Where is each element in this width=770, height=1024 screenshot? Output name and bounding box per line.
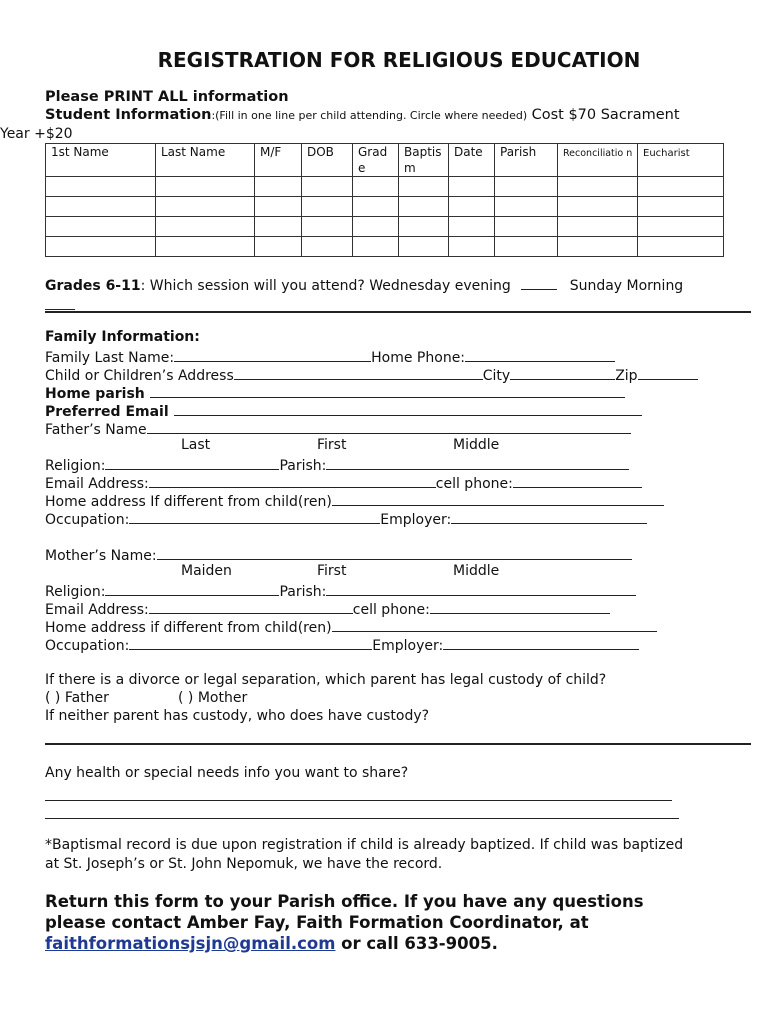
father-home-address-row: [45, 491, 664, 510]
address-field[interactable]: [234, 365, 483, 380]
mother-employer-field[interactable]: [443, 635, 639, 650]
col-date: Date: [449, 144, 495, 177]
fathers-name-field[interactable]: [147, 419, 631, 434]
mother-occupation-row: [45, 635, 639, 654]
family-last-name-field[interactable]: [174, 347, 371, 362]
father-employer-field[interactable]: [451, 509, 647, 524]
cost-text: Cost $70 Sacrament: [531, 107, 680, 123]
divider: [45, 743, 751, 745]
home-phone-field[interactable]: [465, 347, 615, 362]
mother-religion-label: Religion:: [45, 584, 106, 600]
baptism-note-2: at St. Joseph’s or St. John Nepomuk, we have the record.: [45, 856, 443, 872]
health-field-1[interactable]: [45, 800, 672, 801]
mother-home-address-row: [45, 617, 657, 636]
sunday-label: Sunday Morning: [569, 278, 684, 294]
father-email-label: Email Address:: [45, 476, 149, 492]
father-parish-label: Parish:: [279, 458, 327, 474]
col-grade: Grad e: [353, 144, 399, 177]
mother-home-address-field[interactable]: [332, 617, 657, 632]
print-all-note: Please PRINT ALL information: [45, 89, 289, 105]
page-title: REGISTRATION FOR RELIGIOUS EDUCATION: [157, 48, 641, 72]
mother-cell-label: cell phone:: [352, 602, 430, 618]
father-cell-label: cell phone:: [435, 476, 513, 492]
return-phone: or call 633-9005.: [335, 934, 498, 953]
address-label: Child or Children’s Address: [45, 368, 234, 384]
table-row[interactable]: [46, 217, 724, 237]
address-row: [45, 365, 698, 384]
divider: [45, 311, 751, 313]
home-parish-label: Home parish: [45, 386, 145, 402]
father-religion-label: Religion:: [45, 458, 106, 474]
zip-label: Zip: [615, 368, 638, 384]
mothers-name-label: Mother’s Name:: [45, 548, 157, 564]
col-mf: M/F: [255, 144, 302, 177]
student-table: [45, 143, 724, 257]
student-info-note: :(Fill in one line per child attending. Circle where needed): [211, 109, 528, 122]
grades-label: Grades 6-11: [45, 278, 141, 294]
sunday-blank[interactable]: [45, 309, 75, 310]
home-parish-row: [45, 383, 625, 402]
table-row[interactable]: [46, 177, 724, 197]
mother-email-row: [45, 599, 610, 618]
return-line-3: [45, 934, 498, 953]
father-name-last-caption: Last: [181, 437, 211, 453]
mother-parish-field[interactable]: [326, 581, 636, 596]
father-home-address-label: Home address If different from child(ren): [45, 494, 332, 510]
family-last-name-label: Family Last Name:: [45, 350, 175, 366]
father-occupation-field[interactable]: [129, 509, 380, 524]
mother-occupation-field[interactable]: [129, 635, 372, 650]
mothers-name-row: [45, 545, 632, 564]
mother-email-field[interactable]: [149, 599, 353, 614]
father-occupation-row: [45, 509, 647, 528]
mother-religion-row: [45, 581, 636, 600]
preferred-email-label: Preferred Email: [45, 404, 169, 420]
col-last-name: Last Name: [156, 144, 255, 177]
col-dob: DOB: [302, 144, 353, 177]
baptism-note-1: *Baptismal record is due upon registration if child is already baptized. If child was baptized: [45, 837, 684, 853]
custody-mother-option[interactable]: ( ) Mother: [178, 690, 248, 706]
mother-cell-field[interactable]: [430, 599, 610, 614]
custody-father-option[interactable]: ( ) Father: [45, 690, 109, 706]
father-employer-label: Employer:: [380, 512, 452, 528]
student-info-label: Student Information: [45, 107, 212, 123]
return-line-1: Return this form to your Parish office. If you have any questions: [45, 892, 644, 911]
mother-name-maiden-caption: Maiden: [181, 563, 232, 579]
home-parish-field[interactable]: [150, 383, 625, 398]
mother-name-first-caption: First: [317, 563, 347, 579]
preferred-email-row: [45, 401, 642, 420]
father-religion-row: [45, 455, 629, 474]
mother-religion-field[interactable]: [105, 581, 279, 596]
father-occupation-label: Occupation:: [45, 512, 130, 528]
col-parish: Parish: [495, 144, 558, 177]
wednesday-blank[interactable]: [521, 275, 557, 290]
health-question: Any health or special needs info you want to share?: [45, 765, 409, 781]
table-row[interactable]: [46, 237, 724, 257]
mother-home-address-label: Home address if different from child(ren): [45, 620, 332, 636]
father-name-middle-caption: Middle: [453, 437, 500, 453]
grades-question: : Which session will you attend? Wednesday evening: [140, 278, 511, 294]
city-label: City: [482, 368, 511, 384]
father-cell-field[interactable]: [513, 473, 642, 488]
fathers-name-label: Father’s Name: [45, 422, 147, 438]
mother-parish-label: Parish:: [279, 584, 327, 600]
mother-employer-label: Employer:: [372, 638, 444, 654]
custody-neither-question: If neither parent has custody, who does have custody?: [45, 708, 430, 724]
return-line-2: please contact Amber Fay, Faith Formation Coordinator, at: [45, 913, 589, 932]
father-parish-field[interactable]: [326, 455, 629, 470]
family-heading: Family Information:: [45, 329, 200, 345]
father-email-field[interactable]: [149, 473, 436, 488]
mother-email-label: Email Address:: [45, 602, 149, 618]
col-baptism: Baptis m: [399, 144, 449, 177]
contact-email-link[interactable]: faithformationsjsjn@gmail.com: [45, 934, 336, 953]
student-info-line: [45, 107, 680, 123]
father-home-address-field[interactable]: [332, 491, 664, 506]
father-religion-field[interactable]: [105, 455, 279, 470]
preferred-email-field[interactable]: [174, 401, 642, 416]
cost-text-2: Year +$20: [0, 126, 73, 142]
family-last-name-row: [45, 347, 615, 366]
mothers-name-field[interactable]: [157, 545, 632, 560]
table-row[interactable]: [46, 197, 724, 217]
grades-line: [45, 275, 683, 294]
custody-question: If there is a divorce or legal separation, which parent has legal custody of child?: [45, 672, 607, 688]
col-reconciliation: Reconciliatio n: [558, 144, 638, 177]
col-eucharist: Eucharist: [638, 144, 724, 177]
zip-field[interactable]: [638, 365, 698, 380]
col-first-name: 1st Name: [46, 144, 156, 177]
fathers-name-row: [45, 419, 631, 438]
father-name-first-caption: First: [317, 437, 347, 453]
city-field[interactable]: [510, 365, 615, 380]
health-field-2[interactable]: [45, 818, 679, 819]
home-phone-label: Home Phone:: [371, 350, 466, 366]
father-email-row: [45, 473, 642, 492]
mother-occupation-label: Occupation:: [45, 638, 130, 654]
mother-name-middle-caption: Middle: [453, 563, 500, 579]
